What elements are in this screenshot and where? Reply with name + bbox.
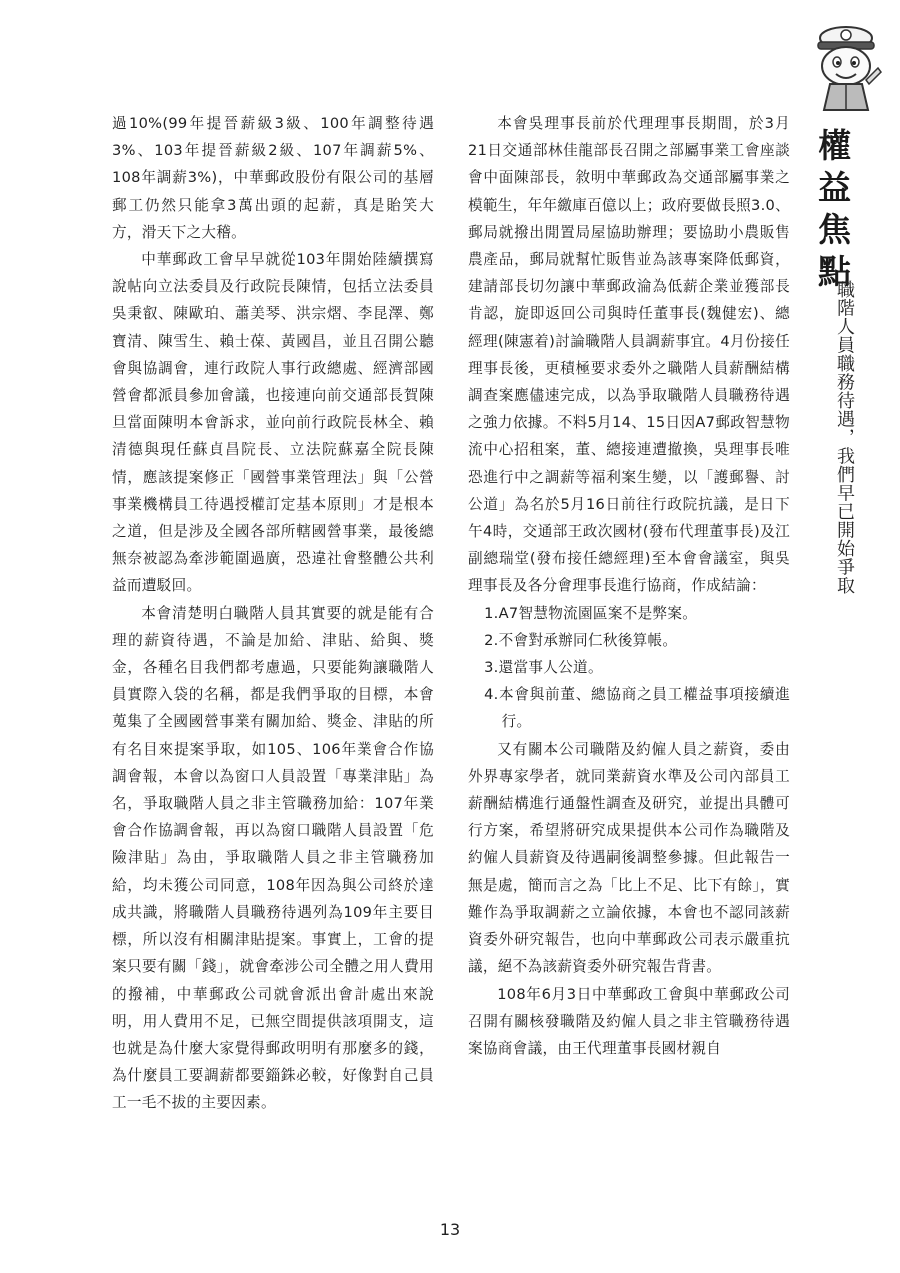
page-number: 13 [439,1220,461,1239]
mascot-icon [806,22,886,114]
list-item: 1.A7智慧物流園區案不是弊案。 [484,604,698,622]
section-subtitle: 職階人員職務待遇，我們早已開始爭取 [834,280,855,595]
left-column [112,110,434,1117]
paragraph: 本會清楚明白職階人員其實要的就是能有合理的薪資待遇，不論是加給、津貼、給與、獎金，各種名目我們都考慮過，只要能夠讓職階人員實際入袋的名稱，都是我們爭取的目標，本會蒐集了全國國營事業有關加給、獎金、津貼的所有名目來提案爭取，如105、106年業會合作協調會報，本會以為窗口人員設置「專業津貼」為名，爭取職階人員之非主管職務加給：107年業會合作協調會報，再以為窗口職階人員設置「危險津貼」為由，爭取職階人員之非主管職務加給，均未獲公司同意，108年因為與公司終於達成共識，將職階人員職務待遇列為109年主要目標，所以沒有相關津貼提案。事實上，工會的提案只要有關「錢」，就會牽涉公司全體之用人費用的撥補，中華郵政公司就會派出會計處出來說明，用人費用不足，已無空間提供該項開支，這也就是為什麼大家覺得郵政明明有那麼多的錢，為什麼員工要調薪都要錙銖必較，好像對自己員工一毛不拔的主要因素。 [112,604,434,1112]
list-item: 2.不會對承辦同仁秋後算帳。 [484,631,678,649]
paragraph: 又有關本公司職階及約僱人員之薪資，委由外界專家學者，就同業薪資水準及公司內部員工薪酬結構進行通盤性調查及研究，並提出具體可行方案，希望將研究成果提供本公司作為職階及約僱人員薪資及待遇嗣後調整參據。但此報告一無是處，簡而言之為「比上不足、比下有餘」，實難作為爭取調薪之立論依據，本會也不認同該薪資委外研究報告，也向中華郵政公司表示嚴重抗議，絕不為該薪資委外研究報告背書。 [468,740,790,976]
list-item: 4.本會與前董、總協商之員工權益事項接續進行。 [484,686,790,731]
paragraph: 108年6月3日中華郵政工會與中華郵政公司召開有關核發職階及約僱人員之非主管職務待遇案協商會議，由王代理董事長國材親自 [468,985,790,1057]
paragraph: 中華郵政工會早早就從103年開始陸續撰寫說帖向立法委員及行政院長陳情，包括立法委員吳秉叡、陳歐珀、蕭美琴、洪宗熠、李昆澤、鄭寶清、陳雪生、賴士葆、黃國昌，並且召開公聽會與協調會，連行政院人事行政總處、經濟部國營會都派員參加會議，也接連向前交通部長賀陳旦當面陳明本會訴求，並向前行政院長林全、賴清德與現任蘇貞昌院長、立法院蘇嘉全院長陳情，應該提案修正「國營事業管理法」與「公營事業機構員工待遇授權訂定基本原則」才是根本之道，但是涉及全國各部所轄國營事業，最後總無奈被認為牽涉範圍過廣，恐違社會整體公共利益而遭駁回。 [112,251,434,595]
paragraph: 本會吳理事長前於代理理事長期間，於3月21日交通部林佳龍部長召開之部屬事業工會座談會中面陳部長，敘明中華郵政為交通部屬事業之模範生，年年繳庫百億以上；政府要做長照3.0、郵局就撥出閒置局屋協助辦理；要協助小農販售農產品，郵局就幫忙販售並為該專案降低郵資，建請部長切勿讓中華郵政淪為低薪企業並獲部長肯認，旋即返回公司與時任董事長(魏健宏)、總經理(陳憲着)討論職階人員調薪事宜。4月份接任理事長後，更積極要求委外之職階人員薪酬結構調查案應儘速完成，以為爭取職階人員職務待遇之強力依據。不料5月14、15日因A7郵政智慧物流中心招租案，董、總接連遭撤換，吳理事長唯恐進行中之調薪等福利案生變，以「護郵譽、討公道」為名於5月16日前往行政院抗議，是日下午4時，交通部王政次國材(發布代理董事長)及江副總瑞堂(發布接任總經理)至本會會議室，與吳理事長及各分會理事長進行協商，作成結論： [468,115,790,595]
list-item: 3.還當事人公道。 [484,659,603,677]
section-title: 權益焦點 [813,128,852,296]
right-column [468,110,790,1062]
paragraph: 過10%(99年提晉薪級3級、100年調整待遇3%、103年提晉薪級2級、107年調薪5%、108年調薪3%)，中華郵政股份有限公司的基層郵工仍然只能拿3萬出頭的起薪，真是貽笑大方，滑天下之大稽。 [112,115,434,241]
conclusion-list [468,600,790,736]
